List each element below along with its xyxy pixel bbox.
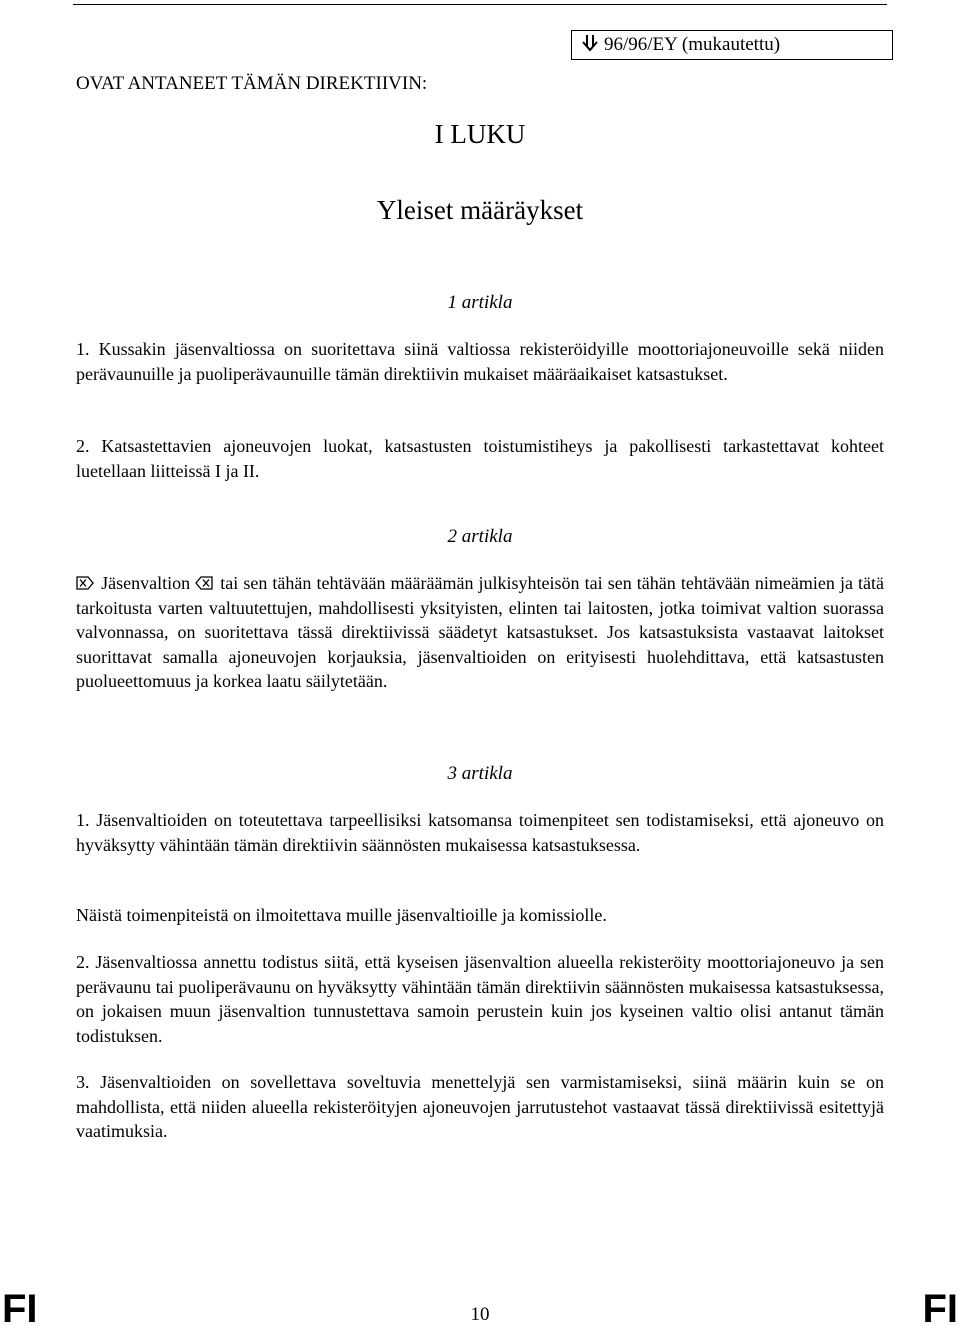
top-rule — [73, 4, 887, 5]
chapter-title: Yleiset määräykset — [376, 195, 584, 225]
article-1-paragraph-1: 1. Kussakin jäsenvaltiossa on suoritettava siinä valtiossa rekisteröidyille moottoriajoneuvoille sekä niiden perävaunuille ja puoliperävaunuille tämän direktiivin mukaiset määräaikaiset katsastukset. — [76, 339, 884, 384]
language-code-left: FI — [2, 1287, 38, 1331]
source-reference-text: 96/96/EY (mukautettu) — [604, 34, 781, 55]
double-arrow-down-icon — [582, 31, 598, 59]
language-code-right: FI — [922, 1287, 958, 1331]
article-2-paragraph-1-text: tai sen tähän tehtävään määräämän julkisyhteisön tai sen tähän tehtävään nimeämien ja tätä tarkoitusta varten valtuutettujen, mahdollisesti yksityisten, elinten tai laitosten, jotka toimivat valtion suorassa valvonnassa, on suoritettava tässä direktiivissä säädetyt katsastukset. Jos katsastuksista vastaavat laitokset suorittavat samalla ajoneuvojen korjauksia, jäsenvaltioiden on erityisesti huolehdittava, että katsastusten puolueettomuus ja korkea laatu säilytetään. — [76, 573, 885, 692]
article-3-paragraph-3: 2. Jäsenvaltiossa annettu todistus siitä, että kyseisen jäsenvaltion alueella rekisteröity moottoriajoneuvo ja sen perävaunu tai puoliperävaunu on hyväksytty vähintään tämän direktiivin säännösten mukaisessa katsastuksessa, on jokaisen muun jäsenvaltion tunnustettava samoin perustein kuin jos kyseinen valtio olisi antanut tämän todistuksen. — [76, 952, 884, 1046]
article-3-title: 3 artikla — [447, 763, 513, 784]
preamble: OVAT ANTANEET TÄMÄN DIREKTIIVIN: — [76, 73, 428, 94]
article-3-paragraph-4: 3. Jäsenvaltioiden on sovellettava soveltuvia menettelyjä sen varmistamiseksi, siinä määrin kuin se on mahdollista, että niiden alueella rekisteröityjen ajoneuvojen jarrutustehot vastaavat tässä direktiivissä esitettyjä vaatimuksia. — [76, 1072, 884, 1142]
inserted-text: Jäsenvaltion — [101, 573, 191, 593]
article-2-paragraph-1 — [76, 571, 884, 694]
article-3-paragraph-2: Näistä toimenpiteistä on ilmoitettava muille jäsenvaltioille ja komissiolle. — [76, 905, 607, 925]
source-reference-box — [571, 30, 893, 60]
insertion-end-icon — [195, 572, 215, 586]
article-1-paragraph-2: 2. Katsastettavien ajoneuvojen luokat, katsastusten toistumistiheys ja pakollisesti tarkastettavat kohteet luetellaan liitteissä I ja II. — [76, 436, 884, 481]
article-2-title: 2 artikla — [447, 526, 513, 547]
chapter-number: I LUKU — [434, 119, 526, 149]
page-number: 10 — [470, 1304, 490, 1325]
article-1-title: 1 artikla — [447, 292, 513, 313]
article-3-paragraph-1: 1. Jäsenvaltioiden on toteutettava tarpeellisiksi katsomansa toimenpiteet sen todistamiseksi, että ajoneuvo on hyväksytty vähintään tämän direktiivin säännösten mukaisessa katsastuksessa. — [76, 810, 884, 855]
insertion-start-icon — [76, 572, 96, 586]
